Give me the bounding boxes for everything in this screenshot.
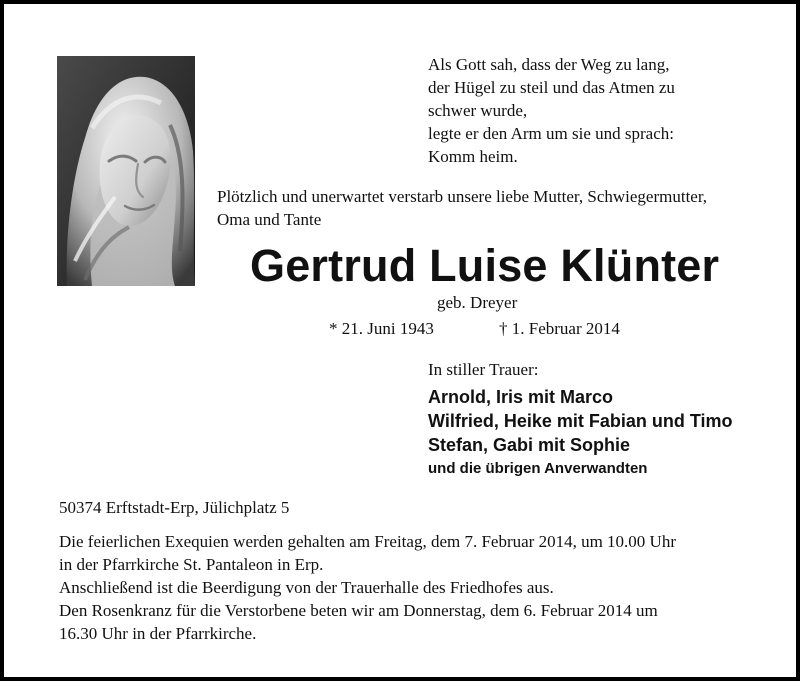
maiden-name: geb. Dreyer bbox=[437, 293, 518, 312]
announcement-line: Oma und Tante bbox=[217, 210, 322, 229]
poem-line: legte er den Arm um sie und sprach: bbox=[428, 124, 674, 143]
poem-line: der Hügel zu steil und das Atmen zu bbox=[428, 78, 675, 97]
details-line: in der Pfarrkirche St. Pantaleon in Erp. bbox=[59, 555, 324, 574]
details-line: Die feierlichen Exequien werden gehalten am Freitag, dem 7. Februar 2014, um 10.00 Uhr bbox=[59, 532, 676, 551]
announcement-line: Plötzlich und unerwartet verstarb unsere liebe Mutter, Schwiegermutter, bbox=[217, 187, 708, 206]
poem-line: Als Gott sah, dass der Weg zu lang, bbox=[428, 55, 670, 74]
mourners-list bbox=[428, 385, 778, 457]
details-line: Den Rosenkranz für die Verstorbene beten wir am Donnerstag, dem 6. Februar 2014 um bbox=[59, 601, 658, 620]
madonna-illustration bbox=[57, 56, 195, 286]
mourning-label: In stiller Trauer: bbox=[428, 360, 539, 379]
deceased-name: Gertrud Luise Klünter bbox=[250, 240, 720, 291]
mourner-line: Stefan, Gabi mit Sophie bbox=[428, 435, 631, 455]
memorial-poem bbox=[428, 53, 768, 168]
details-line: Anschließend ist die Beerdigung von der Trauerhalle des Friedhofes aus. bbox=[59, 578, 554, 597]
mourner-line: Wilfried, Heike mit Fabian und Timo bbox=[428, 411, 733, 431]
poem-line: Komm heim. bbox=[428, 147, 518, 166]
details-line: 16.30 Uhr in der Pfarrkirche. bbox=[59, 624, 257, 643]
death-announcement bbox=[217, 185, 777, 231]
death-date: † 1. Februar 2014 bbox=[499, 319, 620, 338]
mourner-line: Arnold, Iris mit Marco bbox=[428, 387, 614, 407]
birth-date: * 21. Juni 1943 bbox=[329, 319, 434, 338]
other-relatives: und die übrigen Anverwandten bbox=[428, 460, 648, 477]
poem-line: schwer wurde, bbox=[428, 101, 528, 120]
madonna-image bbox=[57, 56, 195, 286]
funeral-details bbox=[59, 530, 779, 645]
family-address: 50374 Erftstadt-Erp, Jülichplatz 5 bbox=[59, 498, 290, 517]
